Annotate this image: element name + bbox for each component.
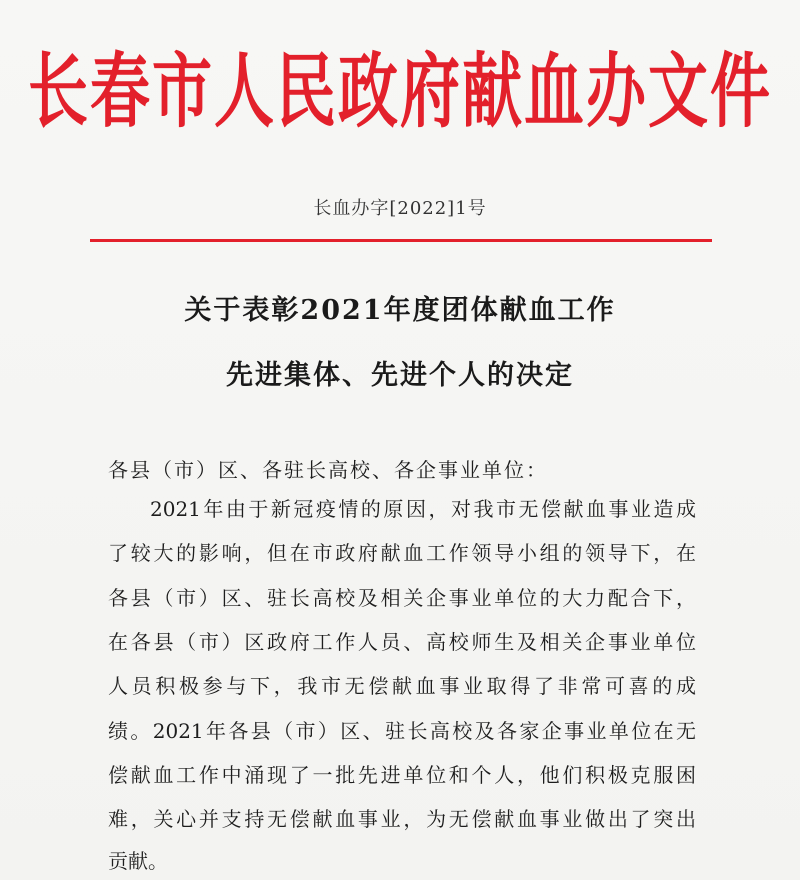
body-line-1: 2021年由于新冠疫情的原因，对我市无偿献血事业造成 (150, 497, 696, 521)
body-line-6: 绩。2021年各县（市）区、驻长高校及各家企事业单位在无 (108, 719, 696, 743)
salutation: 各县（市）区、各驻长高校、各企事业单位： (108, 458, 548, 482)
document-heading-line-1: 关于表彰2021年度团体献血工作 (184, 295, 616, 326)
body-line-5: 人员积极参与下，我市无偿献血事业取得了非常可喜的成 (108, 674, 696, 698)
red-divider-line (90, 239, 712, 242)
body-line-3: 各县（市）区、驻长高校及相关企事业单位的大力配合下， (108, 586, 696, 610)
document-heading-line-2: 先进集体、先进个人的决定 (226, 360, 574, 391)
body-line-8: 难，关心并支持无偿献血事业，为无偿献血事业做出了突出 (108, 807, 696, 831)
body-line-9: 贡献。 (108, 849, 168, 873)
document-number: 长血办字[2022]1号 (313, 198, 487, 219)
body-line-7: 偿献血工作中涌现了一批先进单位和个人，他们积极克服困 (108, 763, 696, 787)
body-line-2: 了较大的影响，但在市政府献血工作领导小组的领导下，在 (108, 541, 696, 565)
body-line-4: 在各县（市）区政府工作人员、高校师生及相关企事业单位 (108, 630, 696, 654)
org-header-title: 长春市人民政府献血办文件 (28, 45, 772, 140)
